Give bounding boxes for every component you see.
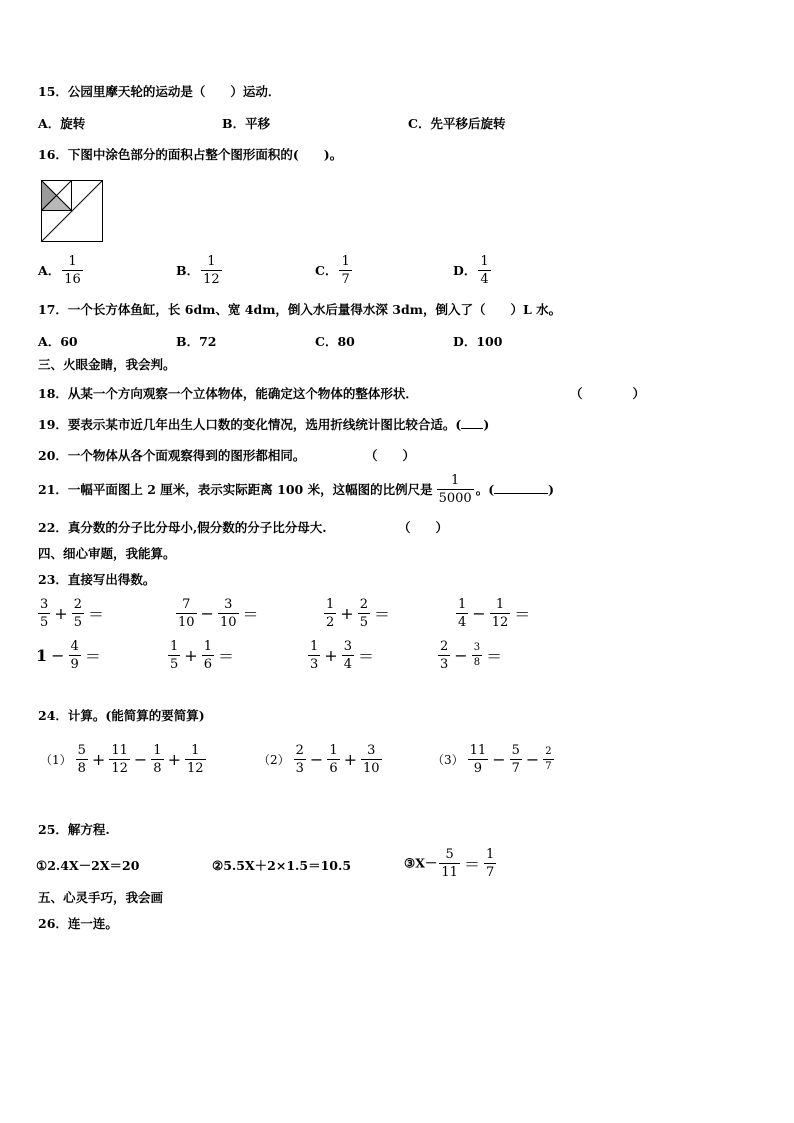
- q20-answer-blank[interactable]: （ ）: [365, 448, 416, 463]
- question-17-stem: 17．一个长方体鱼缸，长 6dm、宽 4dm，倒入水后量得水深 3dm，倒入了（ ）L 水。: [38, 302, 562, 317]
- question-16-stem: 16．下图中涂色部分的面积占整个图形面积的( )。: [38, 147, 343, 162]
- q17-option-a: A．60: [38, 334, 78, 349]
- question-20-stem: 20．一个物体从各个面观察得到的图形都相同。: [38, 448, 306, 463]
- q25-equation-2: ②5.5X＋2×1.5＝10.5: [212, 858, 352, 873]
- question-19-stem: 19．要表示某市近几年出生人口数的变化情况，选用折线统计图比较合适。( ): [38, 417, 490, 432]
- q16-option-d: D． $\frac{1}{4}$: [453, 254, 489, 287]
- q25-equation-3: ③X－ $\frac{5}{11}$ ＝ $\frac{1}{7}$: [404, 847, 495, 880]
- section-5-title: 五、心灵手巧，我会画: [38, 890, 164, 905]
- q17-option-b: B．72: [176, 334, 217, 349]
- q22-answer-blank[interactable]: （ ）: [398, 520, 449, 535]
- q21-answer-blank[interactable]: [494, 493, 548, 494]
- q23-item-6: $\frac{1}{5}$ + $\frac{1}{6}$ ＝: [170, 639, 234, 672]
- q15-option-a: A．旋转: [38, 116, 86, 131]
- q24-expression-3: （3） $\frac{11}{9}$ − $\frac{5}{7}$ − $\frac{2}{7}$: [432, 743, 552, 776]
- q19-answer-blank[interactable]: [461, 428, 483, 429]
- q16-option-a: A． $\frac{1}{16}$: [38, 254, 81, 287]
- q24-expression-1: （1） $\frac{5}{8}$ + $\frac{11}{12}$ − $\frac{1}{8}$ + $\frac{1}{12}$: [40, 743, 204, 776]
- q15-option-b: B．平移: [222, 116, 271, 131]
- question-23-stem: 23．直接写出得数。: [38, 572, 156, 587]
- section-4-title: 四、细心审题，我能算。: [38, 546, 176, 561]
- question-15-stem: 15．公园里摩天轮的运动是（ ）运动．: [38, 84, 281, 99]
- q16-option-b: B． $\frac{1}{12}$: [176, 254, 220, 287]
- q23-item-8: $\frac{2}{3}$ − $\frac{3}{8}$ ＝: [440, 639, 503, 672]
- question-25-stem: 25．解方程.: [38, 822, 110, 837]
- q17-option-c: C．80: [315, 334, 355, 349]
- q23-item-1: $\frac{3}{5}$ + $\frac{2}{5}$ ＝: [40, 597, 104, 630]
- q23-item-7: $\frac{1}{3}$ + $\frac{3}{4}$ ＝: [310, 639, 374, 672]
- question-22-stem: 22．真分数的分子比分母小,假分数的分子比分母大.: [38, 520, 327, 535]
- q15-option-c: C．先平移后旋转: [408, 116, 506, 131]
- q16-option-c: C． $\frac{1}{7}$: [315, 254, 350, 287]
- q18-answer-blank[interactable]: （ ）: [570, 386, 646, 401]
- question-21: 21．一幅平面图上 2 厘米，表示实际距离 100 米，这幅图的比例尺是 $\frac{1}{5000}$ 。( ): [38, 473, 555, 506]
- q17-option-d: D．100: [453, 334, 503, 349]
- q23-item-2: $\frac{7}{10}$ − $\frac{3}{10}$ ＝: [178, 597, 259, 630]
- question-18-stem: 18．从某一个方向观察一个立体物体，能确定这个物体的整体形状．: [38, 386, 418, 401]
- q23-item-4: $\frac{1}{4}$ − $\frac{1}{12}$ ＝: [458, 597, 531, 630]
- q23-item-3: $\frac{1}{2}$ + $\frac{2}{5}$ ＝: [326, 597, 390, 630]
- shaded-square-figure: [41, 180, 103, 246]
- question-24-stem: 24．计算。(能简算的要简算): [38, 708, 205, 723]
- section-3-title: 三、火眼金睛，我会判。: [38, 357, 176, 372]
- q25-equation-1: ①2.4X－2X＝20: [36, 858, 140, 873]
- question-26-stem: 26．连一连。: [38, 916, 118, 931]
- q23-item-5: 1 − $\frac{4}{9}$ ＝: [36, 639, 101, 672]
- q24-expression-2: （2） $\frac{2}{3}$ − $\frac{1}{6}$ + $\frac{3}{10}$: [258, 743, 380, 776]
